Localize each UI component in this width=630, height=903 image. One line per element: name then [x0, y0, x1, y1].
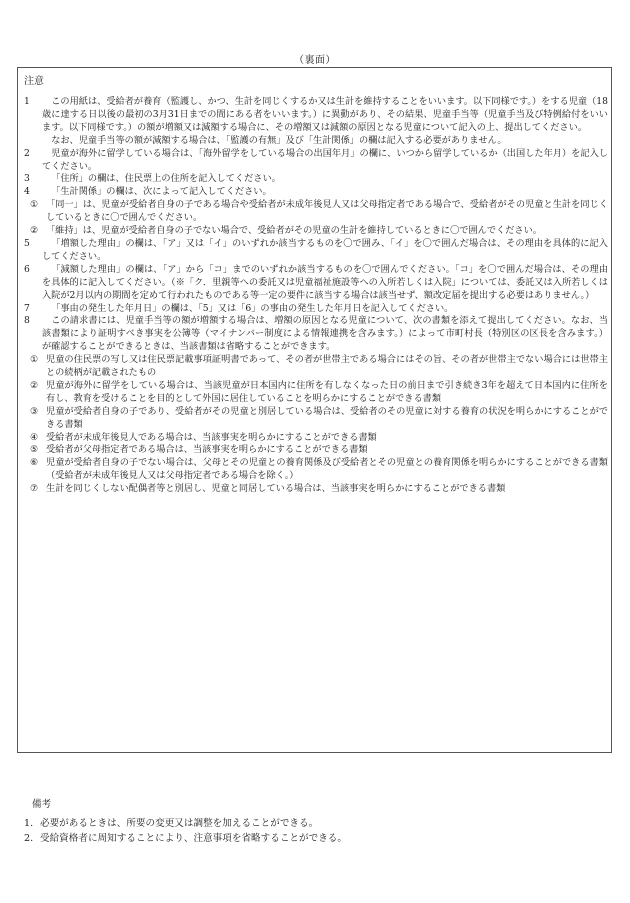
- note-subitem: [24, 444, 608, 457]
- note-item-3: [24, 173, 608, 186]
- subitem-text: 児童が受給者自身の子であり、受給者がその児童と別居している場合は、受給者のその児童に対する養育の状況を明らかにすることができる書類: [46, 405, 608, 430]
- remark-item: [24, 831, 604, 846]
- note-text: 「減額した理由」の欄は、「ア」から「コ」までのいずれか該当するものを〇で囲んでください。「コ」を〇で囲んだ場合は、その理由を具体的に記入してください。（※「ク．里親等への委託又は児童福祉施設等への入所若しくは入院」については、委託又は入所若しくは入院が2月以内の期間を定めて行われたものである等一定の要件に該当する場合は該当せず、額改定届を提出する必要はありません。）: [42, 263, 608, 301]
- subitem-number: ②: [30, 225, 39, 237]
- subitem-number: ④: [30, 431, 39, 443]
- subitem-number: ⑦: [30, 483, 39, 495]
- note-number: 1: [24, 96, 30, 107]
- note-item-7: [24, 303, 608, 316]
- subitem-text: 受給者が父母指定者である場合は、当該事実を明らかにすることができる書類: [46, 444, 368, 456]
- subitem-number: ⑥: [30, 457, 39, 469]
- subitem-number: ①: [30, 199, 39, 211]
- note-text: 「事由の発生した年月日」の欄は、「5」又は「6」の事由の発生した年月日を記入してください。: [51, 302, 454, 314]
- note-subitem: [24, 406, 608, 432]
- subitem-number: ③: [30, 405, 39, 417]
- remarks-title: 備考: [32, 799, 52, 810]
- note-subitem: [24, 483, 608, 496]
- note-number: 2: [24, 147, 30, 159]
- note-item-8: [24, 315, 608, 354]
- note-text: この用紙は、受給者が養育（監護し、かつ、生計を同じくするか又は生計を維持することをいいます。以下同様です。）をする児童（18歳に達する日以後の最初の3月31日までの間にある者をいいます。）に異動があり、その結果、児童手当等（児童手当及び特例給付をいいます。以下同様です。）の額が増額又は減額する場合に、その増額又は減額の原因となる児童について記入の上、提出してください。: [42, 96, 608, 133]
- remarks-section: [24, 797, 604, 846]
- note-item-6: [24, 264, 608, 303]
- note-subitem: [24, 354, 608, 380]
- notes-title: 注意: [24, 76, 44, 87]
- remark-number: 1.: [24, 818, 34, 829]
- note-text: 「生計関係」の欄は、次によって記入してください。: [51, 186, 272, 198]
- note-text: 「住所」の欄は、住民票上の住所を記入してください。: [51, 173, 281, 185]
- note-number: 3: [24, 173, 30, 185]
- subitem-text: 「同一」は、児童が受給者自身の子である場合や受給者が未成年後見人又は父母指定者である場合で、受給者がその児童と生計を同じくしているときに〇で囲んでください。: [46, 199, 608, 224]
- subitem-text: 「維持」は、児童が受給者自身の子でない場合で、受給者がその児童の生計を維持しているときに〇で囲んでください。: [46, 225, 542, 237]
- note-item-5: [24, 238, 608, 264]
- note-item-4: [24, 186, 608, 199]
- note-text: この請求書には、児童手当等の額が増額する場合は、増額の原因となる児童について、次の書類を添えて提出してください。なお、当該書類により証明すべき事実を公簿等（マイナンバー制度による情報連携を含みます。）によって市町村長（特別区の区長を含みます。）が確認することができるときは、当該書類は省略することができます。: [42, 315, 608, 353]
- note-number: 5: [24, 237, 30, 249]
- notes-body: [24, 96, 608, 496]
- note-item-1: [24, 96, 608, 148]
- subitem-text: 生計を同じくしない配偶者等と別居し、児童と同居している場合は、当該事実を明らかにすることができる書類: [46, 483, 506, 495]
- note-text: 「増額した理由」の欄は、「ア」又は「イ」のいずれか該当するものを〇で囲み、「イ」を〇で囲んだ場合は、その理由を具体的に記入してください。: [42, 237, 608, 262]
- subitem-number: ②: [30, 379, 39, 391]
- remark-number: 2.: [24, 833, 34, 844]
- note-text-continued: なお、児童手当等の額が減額する場合は、「監護の有無」及び「生計関係」の欄は記入する必要がありません。: [51, 134, 507, 146]
- remark-text: 必要があるときは、所要の変更又は調整を加えることができる。: [40, 818, 319, 829]
- note-subitem: [24, 380, 608, 406]
- note-number: 8: [24, 315, 30, 327]
- note-subitem: [24, 199, 608, 225]
- remark-text: 受給資格者に周知することにより、注意事項を省略することができる。: [40, 833, 347, 844]
- subitem-number: ⑤: [30, 444, 39, 456]
- remark-item: [24, 816, 604, 831]
- note-number: 4: [24, 186, 30, 198]
- note-number: 7: [24, 302, 30, 314]
- subitem-number: ①: [30, 354, 39, 366]
- notes-box: [17, 67, 612, 753]
- note-item-2: [24, 148, 608, 174]
- subitem-text: 児童が受給者自身の子でない場合は、父母とその児童との養育関係及び受給者とその児童との養育関係を明らかにすることができる書類（受給者が未成年後見人又は父母指定者である場合を除く。）: [46, 457, 608, 482]
- note-subitem: [24, 225, 608, 238]
- note-subitem: [24, 457, 608, 483]
- subitem-text: 受給者が未成年後見人である場合は、当該事実を明らかにすることができる書類: [46, 431, 377, 443]
- subitem-text: 児童の住民票の写し又は住民票記載事項証明書であって、その者が世帯主である場合にはその旨、その者が世帯主でない場合には世帯主との続柄が記載されたもの: [46, 354, 608, 379]
- note-subitem: [24, 432, 608, 445]
- note-number: 6: [24, 263, 30, 275]
- subitem-text: 児童が海外に留学をしている場合は、当該児童が日本国内に住所を有しなくなった日の前日まで引き続き3年を超えて日本国内に住所を有し、教育を受けることを目的として外国に居住していることを明らかにすることができる書類: [46, 379, 608, 404]
- note-text: 児童が海外に留学している場合は、「海外留学をしている場合の出国年月」の欄に、いつから留学しているか（出国した年月）を記入してください。: [42, 147, 608, 172]
- page-header: （裏面）: [294, 55, 336, 66]
